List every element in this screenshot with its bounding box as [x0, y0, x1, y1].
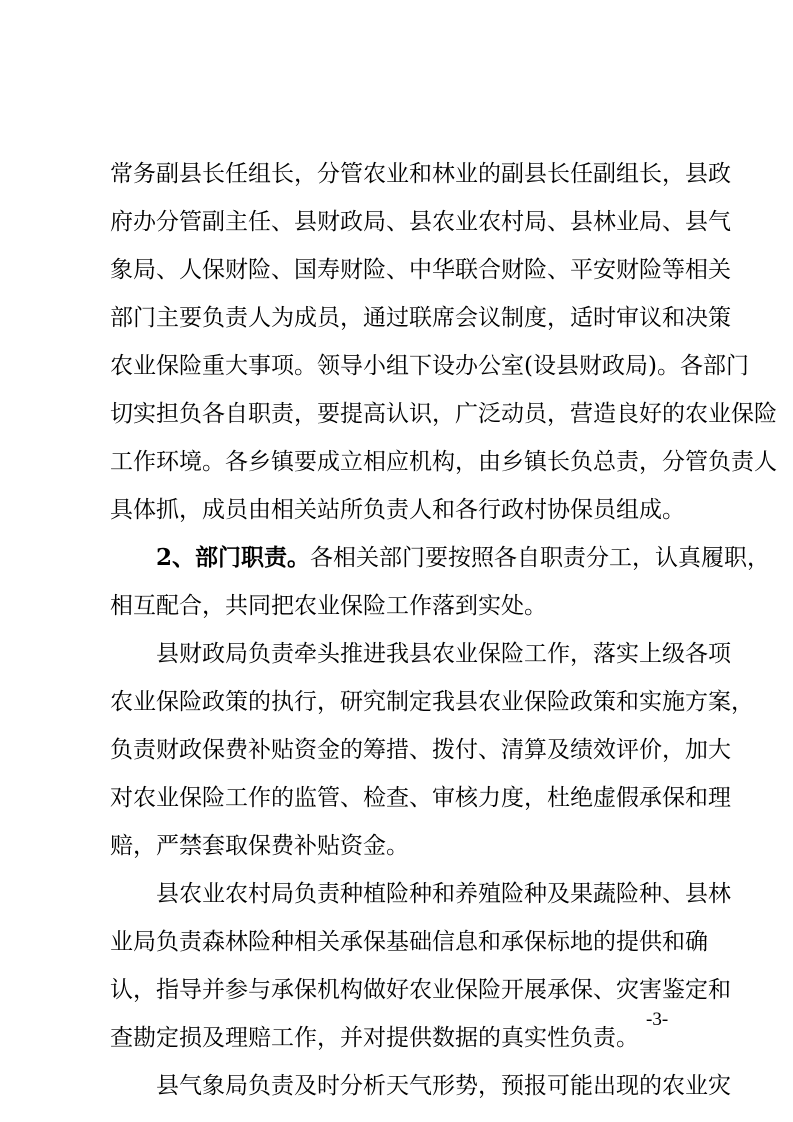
paragraph-leading-group: [110, 150, 777, 534]
text-line: 切实担负各自职责，要提高认识，广泛动员，营造良好的农业保险: [110, 401, 777, 427]
paragraph-department-duties: [110, 534, 771, 630]
text-line: 部门主要负责人为成员，通过联席会议制度，适时审议和决策: [110, 305, 731, 331]
page-number: -3-: [646, 1009, 669, 1030]
text-line: 县气象局负责及时分析天气形势，预报可能出现的农业灾: [156, 1073, 731, 1099]
text-line: 相互配合，共同把农业保险工作落到实处。: [110, 593, 547, 619]
text-line: 县农业农村局负责种植险种和养殖险种及果蔬险种、县林: [156, 881, 731, 907]
text-line: 府办分管副主任、县财政局、县农业农村局、县林业局、县气: [110, 209, 731, 235]
text-line: 农业保险政策的执行，研究制定我县农业保险政策和实施方案，: [110, 689, 754, 715]
text-line: 查勘定损及理赔工作，并对提供数据的真实性负责。: [110, 1025, 639, 1051]
heading-continuation: 各相关部门要按照各自职责分工，认真履职，: [310, 545, 771, 571]
text-line: 认，指导并参与承保机构做好农业保险开展承保、灾害鉴定和: [110, 977, 731, 1003]
text-line: 业局负责森林险种相关承保基础信息和承保标地的提供和确: [110, 929, 708, 955]
paragraph-meteorology-bureau: [110, 1062, 731, 1110]
text-line: 工作环境。各乡镇要成立相应机构，由乡镇长负总责，分管负责人: [110, 449, 777, 475]
text-line: 赔，严禁套取保费补贴资金。: [110, 833, 409, 859]
text-line: 农业保险重大事项。领导小组下设办公室(设县财政局)。各部门: [110, 353, 749, 379]
text-line: 常务副县长任组长，分管农业和林业的副县长任副组长，县政: [110, 161, 731, 187]
text-line: [110, 534, 771, 582]
paragraph-finance-bureau: [110, 630, 754, 870]
text-line: 县财政局负责牵头推进我县农业保险工作，落实上级各项: [156, 641, 731, 667]
text-line: 负责财政保费补贴资金的筹措、拨付、清算及绩效评价，加大: [110, 737, 731, 763]
paragraph-agriculture-bureau: [110, 870, 731, 1062]
text-line: 具体抓，成员由相关站所负责人和各行政村协保员组成。: [110, 497, 685, 523]
text-line: 象局、人保财险、国寿财险、中华联合财险、平安财险等相关: [110, 257, 731, 283]
text-line: 对农业保险工作的监管、检查、审核力度，杜绝虚假承保和理: [110, 785, 731, 811]
section-heading: 2、部门职责。: [156, 544, 311, 571]
document-body: [110, 150, 777, 1110]
